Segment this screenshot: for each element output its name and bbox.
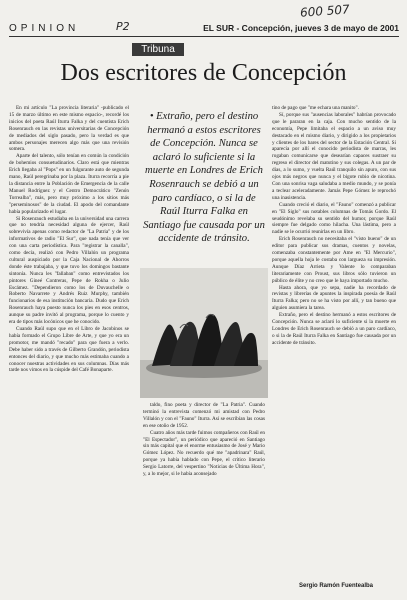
page-header — [9, 21, 399, 35]
header-rule — [9, 36, 399, 37]
article-title: Dos escritores de Concepción — [60, 60, 347, 86]
paragraph: Cuatro años más tarde fuimos compañeros con Raúl en "El Espectador", un periódico que apareció en Santiago sin más capital que el enorme entusiasmo de José y Mario Gómez López. No recuerdo qué me "apadrinara" Raúl, porque ya había hablado con Pepe, el crítico literario Sergio Latorre, del vespertino "Noticias de Última Hora", y, a lo mejor, si le había aconsejado — [143, 429, 265, 478]
author-signature: Sergio Ramón Fuentealba — [299, 583, 374, 589]
paragraph: Si Rosenrauch estudiaba en la universidad una carrera que no tendría necesidad alguna de ejercer, Raúl sobrevivía apenas como redactor de "La Patria" y de los informativos de radio "El Sur", que nada tenía que ver con una carta periodística. Para "registrar la canalla", como decía, realizó con Pedro Villalón un programa cultural auspiciado por la Caja Nacional de Ahorros donde éste trabajaba, y que tuvo los domingos bastante sintonía. Nunca les "fallaban" como entrevistados los pintores Gineé Contreras, Pepe de Rokha o Julio Escámez. "Dependieron como los de Duvauchelle o Roberto Navarrete y Andrés Ruiz Murphy, también funcionarios de esa institución bancaria. Dudo que Erich Rosenrauch haya puesto nunca los pies en esos centros, aunque su padre invitó al programa, porque lo cuento y era de tipos más locónicos que he conocido. — [9, 215, 129, 326]
paragraph: Aparte del talento, sólo tenían en común la condición de bohemios consuetudinarios. Claro está que mientras Erich llegaba al "Pops" en un fulgurante auto de segunda mano, Raúl peregrinaba por la plaza. Iturra recorría a pie la distancia entre la Población de Emergencia de la calle Manuel Rodríguez y el Centro Democrático "Zenón Torrealba", más, pero muy próximo a los sitios más "perseminosos" de la ciudad. El apodo del comandante había popularizado el lugar. — [9, 153, 129, 215]
paragraph: taldo, fino poeta y director de "La Patria". Cuando terminó la entrevista comenzó mi amistad con Pedro Villalón y con el "Fauno" Iturra. Así se escribían las cosas en ese otoño de 1952. — [143, 402, 265, 429]
column-1 — [9, 105, 129, 595]
paragraph: Cuando Raúl supo que en el Libro de Jacobinos se había formado el Grupo Libre de Arte, y que yo era un promotor, me mandó "recado" para que fuera a verlo. Debe haber sido a través de Gilberto Grandón, periodista entonces del diario, y que mucho más estimaba cuando a conocer nuestras actividades en sus columnas. Días más tarde nos vimos en la cúspide del Café Bonaparte. — [9, 326, 129, 374]
paragraph: Erich Rosenrauch no necesitaba el "visto bueno" de un editor para publicar sus dramas, cuentos y novelas, comenzaba constantemente por Ame en "El Mercurio", porque aquella hoja le costaba con largueza su impresión. Aunque Díaz Arrieta y Valente lo comparaban literariamente con Proust, sus libros sólo tuvieron un público de élite y no creo que le haya importado mucho. — [272, 236, 396, 284]
paragraph: En mi artículo "La provincia literaria" -publicado el 15 de marzo último en este mismo espacio-, recordé los inicios del poeta Raúl Iturra Falka y del cuentista Erich Rosenrauch en las revistas universitarias de Concepción de mediados del siglo pasado, pero la verdad es que ambos personajes merecen algo más que una revisión somera. — [9, 105, 129, 153]
pull-quote — [143, 110, 265, 246]
paragraph: Extraño, pero el destino hermanó a estos escritores de Concepción. Nunca se aclaró lo suficiente si la muerte en Londres de Erich Rosenrauch se debió a un paro cardíaco, o si la de Raúl Iturra Falka en Santiago fue causada por un accidente de tránsito. — [272, 312, 396, 346]
paragraph: tino de pago que "me echara una manito". — [272, 105, 359, 111]
column-2 — [143, 402, 265, 598]
section-label: OPINION — [9, 22, 80, 34]
section-tag: Tribuna — [132, 43, 184, 56]
pull-quote-text: Extraño, pero el destino hermanó a estos escritores de Concepción. Nunca se aclaró lo suficiente si la muerte en Londres de Erich Rosenrauch se debió a un paro cardíaco, o si la de Raúl Iturra Falka en Santiago fue causada por un accidente de tránsito. — [143, 111, 265, 245]
bullet-icon: • — [149, 111, 157, 122]
masthead: EL SUR - Concepción, jueves 3 de mayo de 2001 — [203, 23, 399, 33]
column-3 — [272, 105, 396, 570]
sculpture-photo — [140, 268, 268, 398]
paragraph: Hasta ahora, que yo sepa, nadie ha recordado de revistas y librerías de apuntes la inspirada poesía de Raúl Iturra Falka; pero no se ha visto por allí, y tan bueno que alguien asumiera la tarea. — [272, 284, 396, 312]
paragraph: Cuando creció el diario, el "Fauno" comenzó a publicar en "El Siglo" sus notables columnas de Tomás Gordo. El seudónimo revelaba su sentido del humor, porque Raúl siempre fue delgado como hilacha. Una lástima, pero a nadie se le ocurrió reunirlas en un libro. — [272, 201, 396, 236]
archive-mark: P2 — [116, 20, 130, 33]
paragraph: Sí, porque sus "ausencias laborales" habrían provocado que le pararan en la caja. Con mucho sentido de la economía, Pepe limitaba el espacio a un aviso muy destacado en el mismo diario, y dirigido a los propietarios y clientes de los bares del sector de la Estación Central. Sí aparecía por allí el conocido periodista de marras, les rogaban comunicarse que desearían capaces sustraer su regreso el director del matutino y sus colegas. A un par de días, a lo sumo, y vuelta Raúl tranquilo sin apuro, con sus ojos más negros que nunca y el bigote rubio de nicotina. Con una sonrisa vaga saludaba a medio mundo, y se ponía a teclear aceleradamente. Jamás Pepe Gómez le reprochó una inasistencia. — [272, 111, 396, 201]
archive-code: 600 507 — [299, 2, 351, 20]
